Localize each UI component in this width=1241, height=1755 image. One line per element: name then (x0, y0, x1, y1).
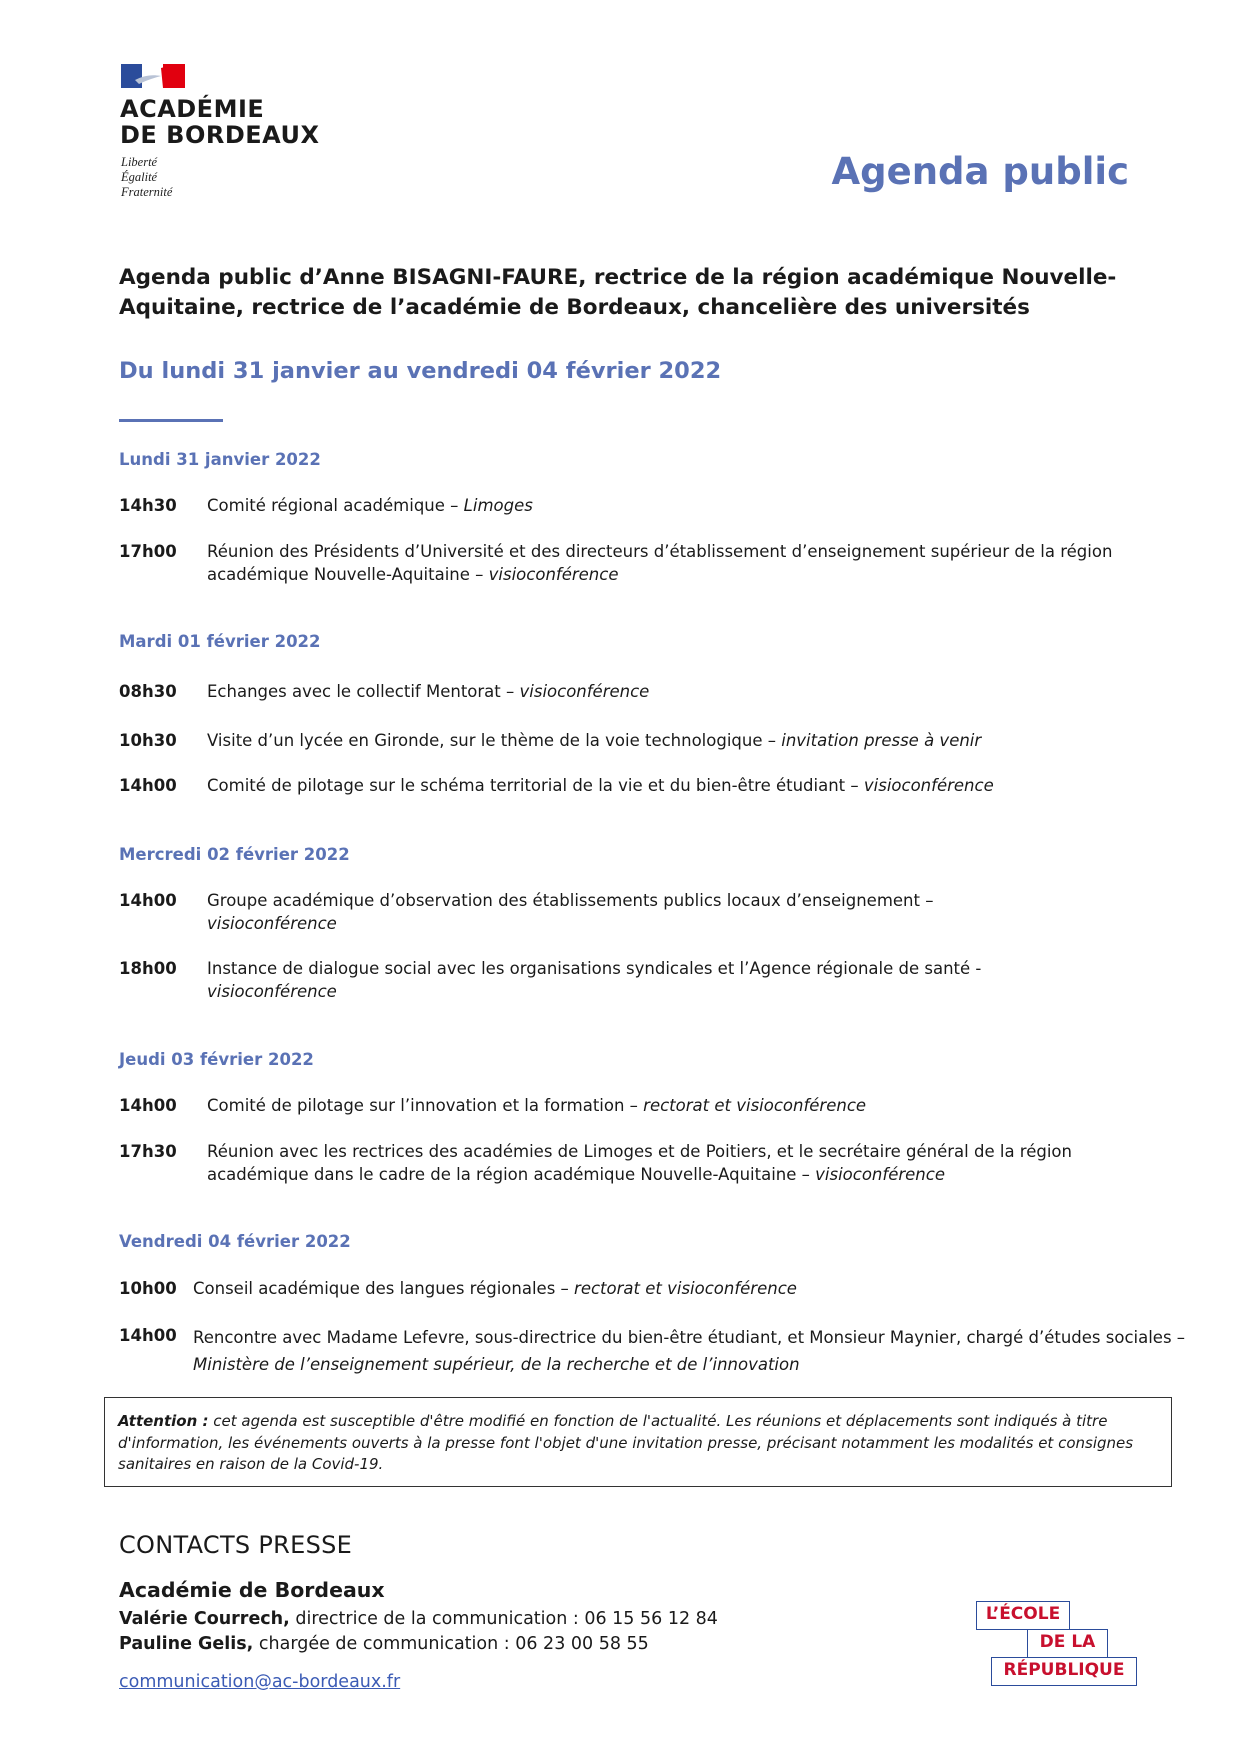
ecole-logo-line2: DE LA (1027, 1629, 1108, 1658)
day-heading-mercredi: Mercredi 02 février 2022 (119, 845, 350, 864)
event-time: 17h30 (119, 1142, 177, 1161)
event-description: Groupe académique d’observation des établissements publics locaux d’enseignement – visioconférence (207, 891, 934, 933)
notice-text: cet agenda est susceptible d'être modifié en fonction de l'actualité. Les réunions et déplacements sont indiqués à titre d'information, les événements ouverts à la presse font l'objet d'une invitation presse, précisant notamment les modalités et consignes sanitaires en raison de la Covid-19. (118, 1412, 1134, 1473)
event-location: visioconférence (815, 1165, 945, 1184)
event-location: rectorat et visioconférence (574, 1279, 797, 1298)
day-heading-mardi: Mardi 01 février 2022 (119, 632, 321, 651)
event-description: Rencontre avec Madame Lefevre, sous-directrice du bien-être étudiant, et Monsieur Maynier, chargé d’études sociales – Ministère de l’enseignement supérieur, de la recherche et de l’innovation (193, 1328, 1186, 1374)
event-time: 10h30 (119, 731, 177, 750)
event-description: Réunion avec les rectrices des académies de Limoges et de Poitiers, et le secrétaire général de la région académique dans le cadre de la région académique Nouvelle-Aquitaine – visioconférence (207, 1142, 1072, 1184)
agenda-heading: Agenda public d’Anne BISAGNI-FAURE, rectrice de la région académique Nouvelle-Aquitaine, rectrice de l’académie de Bordeaux, chancelière des universités (119, 265, 1117, 320)
event-description: Réunion des Présidents d’Université et des directeurs d’établissement d’enseignement supérieur de la région académique Nouvelle-Aquitaine – visioconférence (207, 542, 1113, 584)
agenda-period: Du lundi 31 janvier au vendredi 04 février 2022 (119, 358, 722, 384)
document-type-title: Agenda public (831, 150, 1129, 193)
event-time: 14h00 (119, 891, 177, 910)
contacts-title: CONTACTS PRESSE (119, 1531, 353, 1559)
event-location: visioconférence (207, 914, 337, 933)
event-time: 14h00 (119, 1326, 177, 1345)
day-heading-jeudi: Jeudi 03 février 2022 (119, 1050, 314, 1069)
academy-name-line1: ACADÉMIE (120, 95, 265, 123)
contact-email-link[interactable]: communication@ac-bordeaux.fr (119, 1672, 401, 1692)
event-description: Comité de pilotage sur l’innovation et la formation – rectorat et visioconférence (207, 1096, 867, 1115)
event-location: visioconférence (519, 682, 650, 701)
motto-egalite: Égalité (121, 170, 158, 184)
accent-divider (119, 419, 223, 422)
event-time: 14h00 (119, 1096, 177, 1115)
event-location: Limoges (463, 496, 533, 515)
event-time: 14h00 (119, 776, 177, 795)
event-time: 14h30 (119, 496, 177, 515)
event-description: Echanges avec le collectif Mentorat – visioconférence (207, 682, 650, 701)
ecole-logo-line3: RÉPUBLIQUE (991, 1657, 1137, 1686)
event-description: Comité de pilotage sur le schéma territorial de la vie et du bien-être étudiant – visioconférence (207, 776, 994, 795)
event-location: visioconférence (488, 565, 619, 584)
contacts-organisation: Académie de Bordeaux (119, 1578, 385, 1602)
event-location: invitation presse à venir (781, 731, 982, 750)
event-location: visioconférence (863, 776, 994, 795)
day-heading-vendredi: Vendredi 04 février 2022 (119, 1232, 351, 1251)
ecole-logo-line1: L’ÉCOLE (976, 1601, 1070, 1630)
event-location: rectorat et visioconférence (643, 1096, 867, 1115)
event-time: 17h00 (119, 542, 177, 561)
event-location: Ministère de l’enseignement supérieur, de la recherche et de l’innovation (193, 1355, 800, 1374)
motto-fraternite: Fraternité (121, 185, 173, 199)
motto-liberte: Liberté (121, 155, 158, 169)
notice-box (104, 1397, 1172, 1487)
event-description: Visite d’un lycée en Gironde, sur le thème de la voie technologique – invitation presse à venir (207, 731, 982, 750)
event-location: visioconférence (207, 982, 337, 1001)
event-description: Conseil académique des langues régionales – rectorat et visioconférence (193, 1279, 797, 1298)
event-description: Instance de dialogue social avec les organisations syndicales et l’Agence régionale de santé - visioconférence (207, 959, 982, 1001)
marianne-flag-icon (121, 64, 185, 88)
day-heading-lundi: Lundi 31 janvier 2022 (119, 450, 321, 469)
event-description: Comité régional académique – Limoges (207, 496, 533, 515)
contact-person: Pauline Gelis, chargée de communication : 06 23 00 58 55 (119, 1634, 649, 1654)
notice-label: Attention : (118, 1412, 209, 1430)
event-time: 10h00 (119, 1279, 177, 1298)
contact-person: Valérie Courrech, directrice de la communication : 06 15 56 12 84 (119, 1609, 718, 1629)
academy-name-line2: DE BORDEAUX (120, 121, 320, 149)
event-time: 18h00 (119, 959, 177, 978)
event-time: 08h30 (119, 682, 177, 701)
